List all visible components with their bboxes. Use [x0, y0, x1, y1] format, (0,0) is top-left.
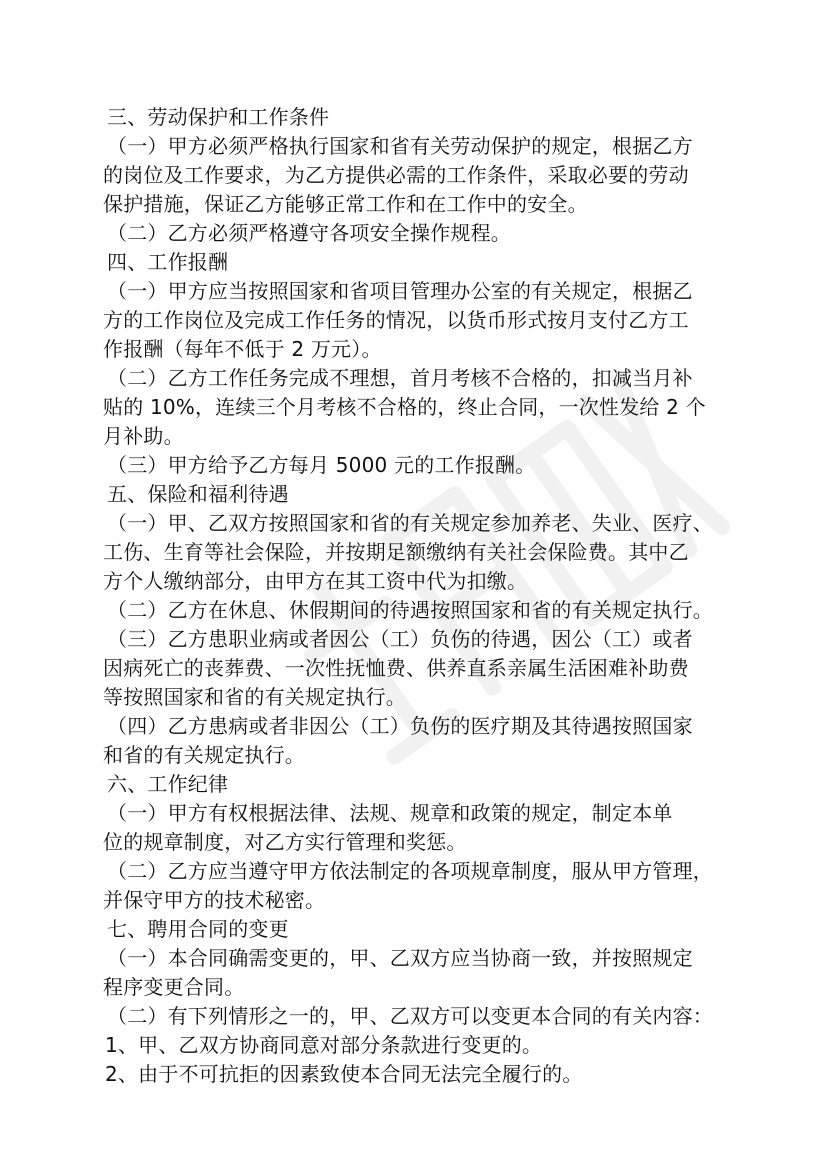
- paragraph-line: 并保守甲方的技术秘密。: [103, 888, 326, 912]
- paragraph-line: （一）甲方必须严格执行国家和省有关劳动保护的规定，根据乙方: [107, 134, 693, 158]
- paragraph-line: 方个人缴纳部分，由甲方在其工资中代为扣缴。: [103, 569, 528, 593]
- paragraph-line: 方的工作岗位及完成工作任务的情况，以货币形式按月支付乙方工: [103, 308, 689, 332]
- paragraph-line: （二）乙方应当遵守甲方依法制定的各项规章制度，服从甲方管理，: [107, 859, 713, 883]
- section-heading-labor-protection: 三、劳动保护和工作条件: [107, 105, 330, 129]
- paragraph-line: 月补助。: [103, 424, 184, 448]
- paragraph-line: 程序变更合同。: [103, 975, 245, 999]
- paragraph-line: （一）甲方应当按照国家和省项目管理办公室的有关规定，根据乙: [107, 279, 693, 303]
- paragraph-line: 作报酬（每年不低于 2 万元）。: [103, 337, 382, 361]
- paragraph-line: 保护措施，保证乙方能够正常工作和在工作中的安全。: [103, 192, 588, 216]
- paragraph-line: 因病死亡的丧葬费、一次性抚恤费、供养直系亲属生活困难补助费: [103, 656, 689, 680]
- paragraph-line: 等按照国家和省的有关规定执行。: [103, 685, 406, 709]
- paragraph-line: 的岗位及工作要求，为乙方提供必需的工作条件，采取必要的劳动: [103, 163, 689, 187]
- paragraph-line: 和省的有关规定执行。: [103, 743, 305, 767]
- paragraph-line: （二）乙方在休息、休假期间的待遇按照国家和省的有关规定执行。: [107, 598, 713, 622]
- paragraph-line: （三）甲方给予乙方每月 5000 元的工作报酬。: [107, 453, 536, 477]
- paragraph-line: 贴的 10%，连续三个月考核不合格的，终止合同，一次性发给 2 个: [103, 395, 706, 419]
- section-heading-work-pay: 四、工作报酬: [107, 250, 229, 274]
- list-item: 1、甲、乙双方协商同意对部分条款进行变更的。: [105, 1033, 543, 1057]
- section-heading-contract-change: 七、聘用合同的变更: [107, 917, 289, 941]
- section-heading-insurance: 五、保险和福利待遇: [107, 482, 289, 506]
- paragraph-line: （一）甲方有权根据法律、法规、规章和政策的规定，制定本单: [107, 801, 673, 825]
- paragraph-line: （四）乙方患病或者非因公（工）负伤的医疗期及其待遇按照国家: [107, 714, 693, 738]
- paragraph-line: （二）乙方工作任务完成不理想，首月考核不合格的，扣减当月补: [107, 366, 693, 390]
- paragraph-line: 工伤、生育等社会保险，并按期足额缴纳有关社会保险费。其中乙: [103, 540, 689, 564]
- paragraph-line: （二）乙方必须严格遵守各项安全操作规程。: [107, 221, 511, 245]
- section-heading-discipline: 六、工作纪律: [107, 772, 229, 796]
- paragraph-line: （一）甲、乙双方按照国家和省的有关规定参加养老、失业、医疗、: [107, 511, 713, 535]
- paragraph-line: （一）本合同确需变更的，甲、乙双方应当协商一致，并按照规定: [107, 946, 693, 970]
- paragraph-line: （二）有下列情形之一的，甲、乙双方可以变更本合同的有关内容：: [107, 1004, 713, 1028]
- paragraph-line: 位的规章制度，对乙方实行管理和奖惩。: [103, 830, 467, 854]
- paragraph-line: （三）乙方患职业病或者因公（工）负伤的待遇，因公（工）或者: [107, 627, 693, 651]
- list-item: 2、由于不可抗拒的因素致使本合同无法完全履行的。: [105, 1062, 583, 1086]
